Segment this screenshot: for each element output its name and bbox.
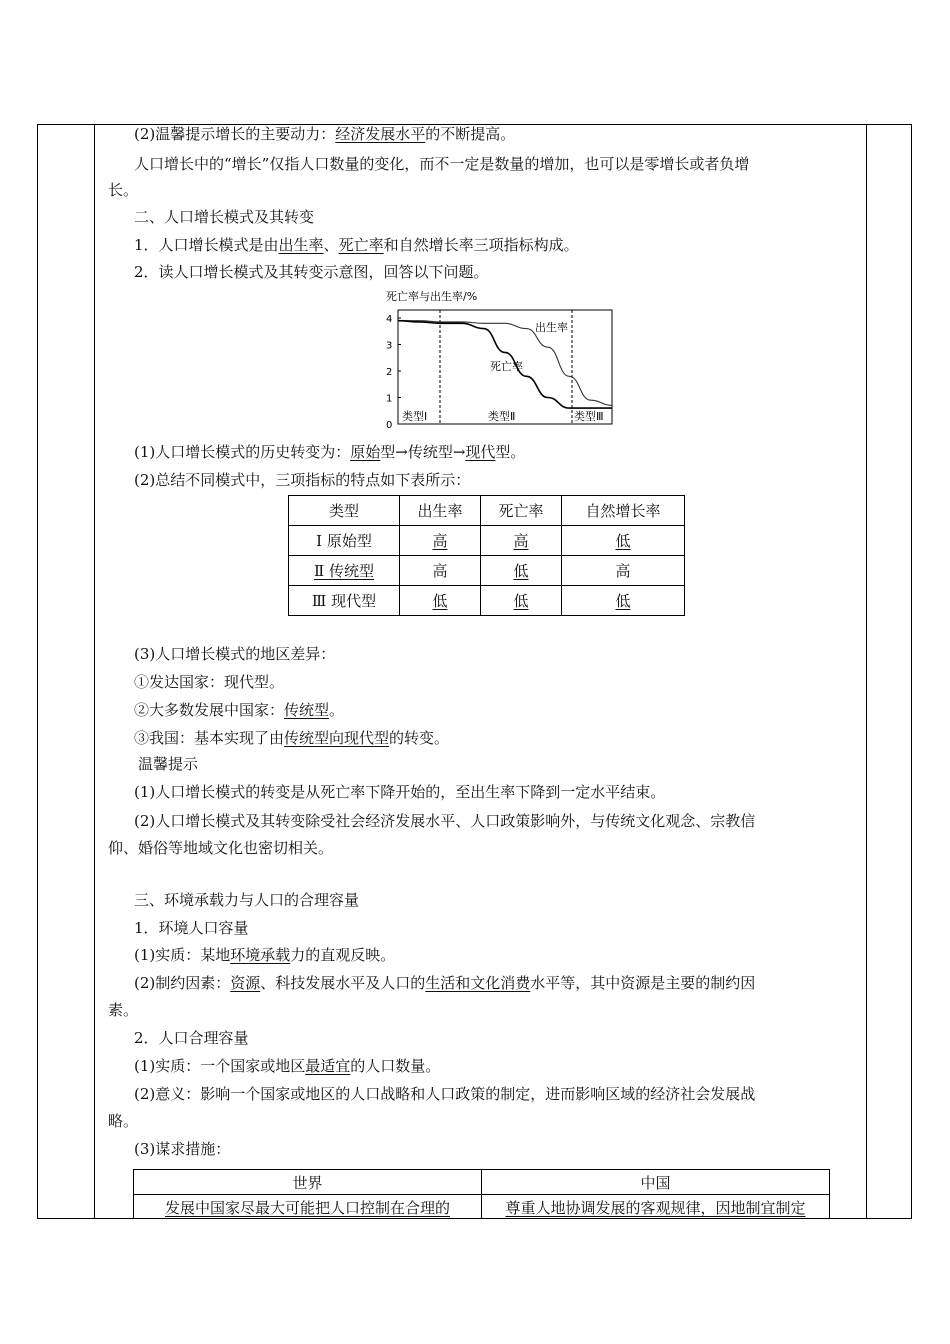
table-cell: 低: [481, 586, 562, 616]
table-cell: 高: [400, 556, 481, 586]
line-10: ①发达国家：现代型。: [134, 673, 285, 691]
chart-ylabel: 死亡率与出生率/%: [386, 290, 478, 303]
series-label-death: 死亡率: [490, 360, 523, 373]
table-cell: 高: [481, 526, 562, 556]
line-12: ③我国：基本实现了由传统型向现代型的转变。: [134, 729, 450, 747]
chart-yticks: [386, 314, 401, 428]
chart-ytick-label: 3: [386, 340, 393, 352]
line-7: (1)人口增长模式的历史转变为：原始型→传统型→现代型。: [134, 443, 526, 461]
table-cell: 高: [400, 526, 481, 556]
lesson-content: [108, 124, 860, 1219]
line-6: 2．读人口增长模式及其转变示意图，回答以下问题。: [134, 263, 489, 281]
table-cell: Ⅱ 传统型: [289, 556, 400, 586]
region-label-1: 类型Ⅰ: [402, 410, 428, 423]
section-heading-3: 三、环境承载力与人口的合理容量: [134, 891, 360, 909]
line-18: 1．环境人口容量: [134, 919, 249, 937]
table-cell: 发展中国家尽最大可能把人口控制在合理的: [134, 1195, 482, 1220]
region-label-3: 类型Ⅲ: [574, 410, 604, 423]
line-3: 长。: [108, 181, 139, 199]
column-divider-right: [866, 124, 867, 1219]
table-cell: 低: [400, 586, 481, 616]
section-heading-2: 二、人口增长模式及其转变: [134, 208, 315, 226]
series-label-birth: 出生率: [535, 321, 568, 334]
table-cell: Ⅰ 原始型: [289, 526, 400, 556]
table-cell: 低: [481, 556, 562, 586]
table-row: [289, 586, 685, 616]
table-cell: 低: [562, 526, 685, 556]
table-header: 自然增长率: [562, 496, 685, 526]
chart-ytick-label: 2: [386, 367, 393, 378]
chart-ytick-label: 4: [386, 314, 393, 325]
line-2: 人口增长中的“增长”仅指人口数量的变化，而不一定是数量的增加，也可以是零增长或者负增: [134, 155, 750, 173]
table-cell: 低: [562, 586, 685, 616]
table-header-row: [289, 496, 685, 526]
column-divider-left: [94, 124, 95, 1219]
line-5: 1．人口增长模式是由出生率、死亡率和自然增长率三项指标构成。: [134, 236, 579, 254]
line-19: (1)实质：某地环境承载力的直观反映。: [134, 946, 396, 964]
population-chart: [380, 288, 625, 428]
line-11: ②大多数发展中国家：传统型。: [134, 701, 345, 719]
region-label-2: 类型Ⅱ: [488, 410, 516, 423]
line-25: 略。: [108, 1112, 139, 1130]
table-row: [134, 1195, 830, 1220]
line-8: (2)总结不同模式中，三项指标的特点如下表所示：: [134, 471, 471, 489]
table-cell: 尊重人地协调发展的客观规律，因地制宜制定: [482, 1195, 830, 1220]
line-9: (3)人口增长模式的地区差异：: [134, 645, 336, 663]
table-cell: Ⅲ 现代型: [289, 586, 400, 616]
line-15: (2)人口增长模式及其转变除受社会经济发展水平、人口政策影响外，与传统文化观念、宗教信: [134, 812, 756, 830]
line-22: 2．人口合理容量: [134, 1029, 249, 1047]
table-header: 世界: [134, 1170, 482, 1195]
line-21: 素。: [108, 1001, 139, 1019]
pattern-table: [288, 495, 685, 616]
table-header: 出生率: [400, 496, 481, 526]
table-cell: 高: [562, 556, 685, 586]
table-header: 类型: [289, 496, 400, 526]
line-23: (1)实质：一个国家或地区最适宜的人口数量。: [134, 1057, 441, 1075]
line-14: (1)人口增长模式的转变是从死亡率下降开始的，至出生率下降到一定水平结束。: [134, 783, 666, 801]
table-header: 死亡率: [481, 496, 562, 526]
chart-ytick-label: 0: [386, 420, 393, 428]
line-20: (2)制约因素：资源、科技发展水平及人口的生活和文化消费水平等，其中资源是主要的制约因: [134, 974, 756, 992]
table-header: 中国: [482, 1170, 830, 1195]
chart-ytick-label: 1: [386, 393, 393, 405]
line-24: (2)意义：影响一个国家或地区的人口战略和人口政策的制定，进而影响区域的经济社会发展战: [134, 1085, 756, 1103]
line-1: (2)温馨提示增长的主要动力：经济发展水平的不断提高。: [134, 125, 516, 143]
table-header-row: [134, 1170, 830, 1195]
table-row: [289, 556, 685, 586]
tip-heading: 温馨提示: [138, 755, 199, 773]
table-row: [289, 526, 685, 556]
measures-table: [133, 1169, 830, 1219]
line-26: (3)谋求措施：: [134, 1140, 231, 1158]
line-16: 仰、婚俗等地域文化也密切相关。: [108, 839, 334, 857]
